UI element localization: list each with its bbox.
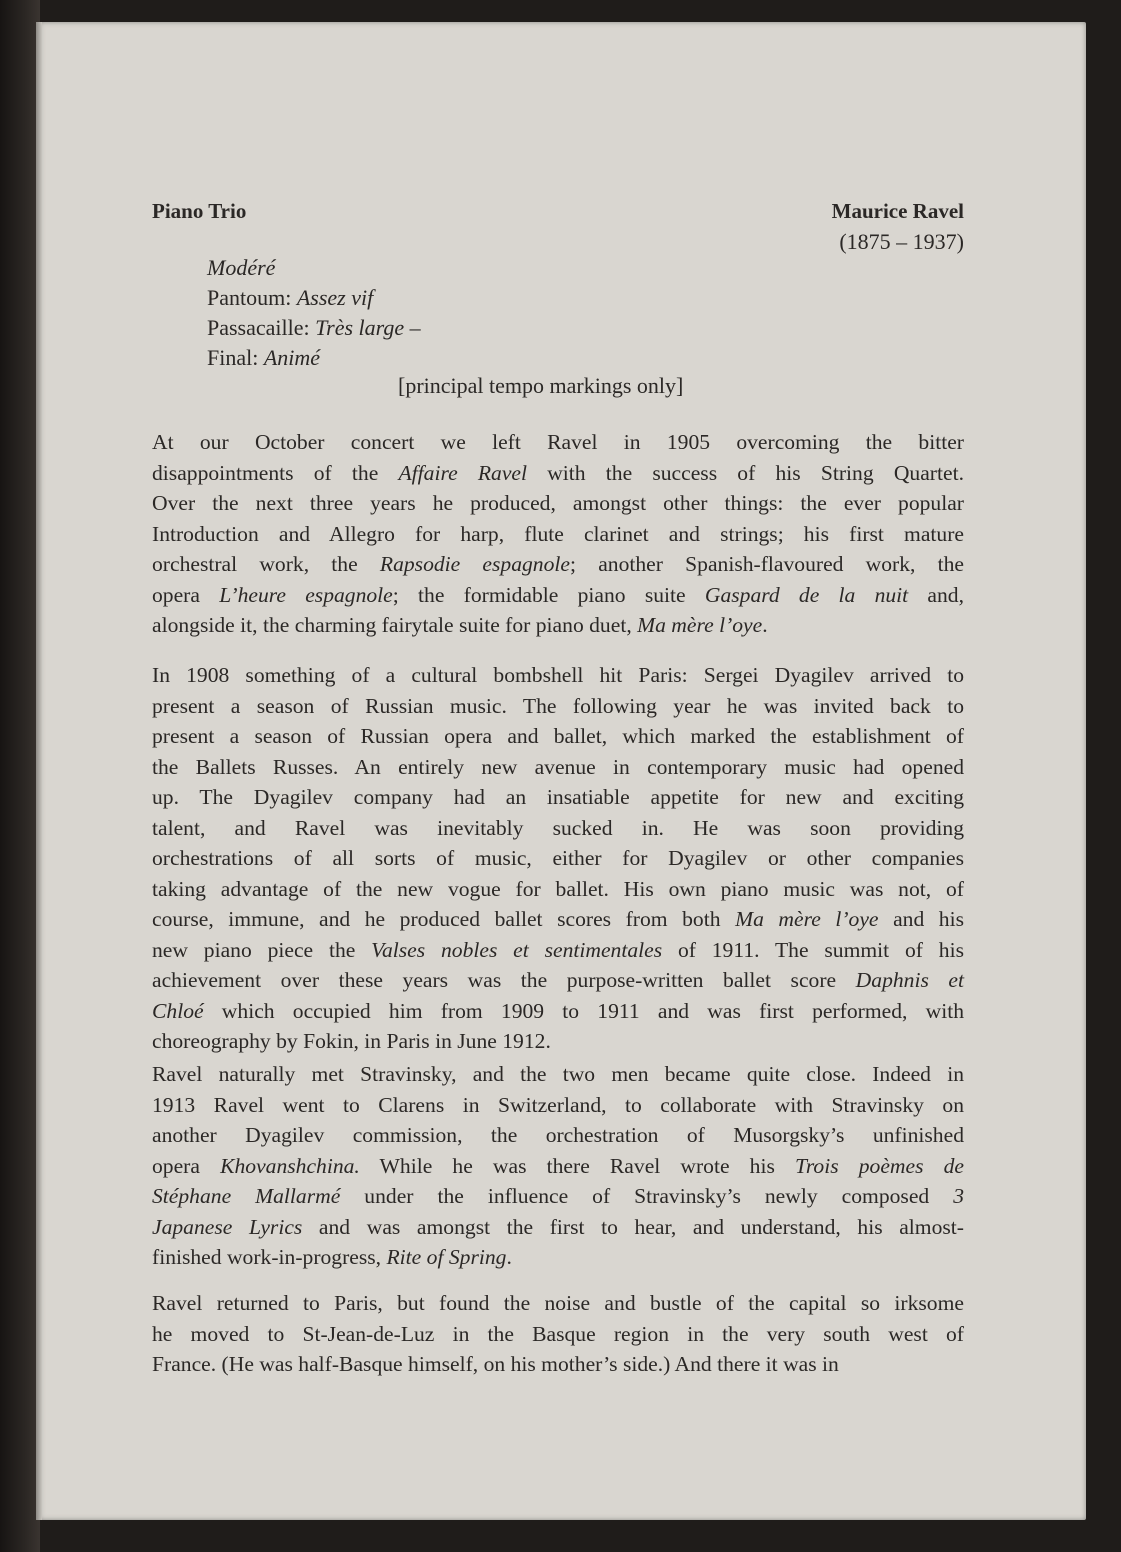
movement-3-tempo: Très large –	[315, 315, 421, 340]
paragraph-3	[152, 1059, 964, 1273]
text-line: disappointments of the Affaire Ravel with the success of his String Quartet.	[152, 460, 964, 485]
text-line: alongside it, the charming fairytale suite for piano duet, Ma mère l’oye.	[152, 613, 768, 637]
text-line: choreography by Fokin, in Paris in June 1912.	[152, 1029, 551, 1053]
text-line: he moved to St-Jean-de-Luz in the Basque region in the very south west of	[152, 1321, 964, 1346]
italic-title: Trois poèmes de	[795, 1153, 964, 1178]
text-line: up. The Dyagilev company had an insatiable appetite for new and exciting	[152, 785, 964, 809]
text-line: 1913 Ravel went to Clarens in Switzerland, to collaborate with Stravinsky on	[152, 1092, 964, 1117]
movement-1-tempo: Modéré	[207, 255, 276, 280]
italic-title: Affaire Ravel	[398, 460, 527, 485]
piece-title: Piano Trio	[152, 199, 247, 223]
text-line: opera L’heure espagnole; the formidable piano suite Gaspard de la nuit and,	[152, 582, 964, 607]
book-binding-shadow	[0, 0, 40, 1552]
text-line: Ravel returned to Paris, but found the noise and bustle of the capital so irksome	[152, 1291, 964, 1315]
text-line: the Ballets Russes. An entirely new avenue in contemporary music had opened	[152, 754, 964, 779]
paragraph-1	[152, 427, 964, 641]
text-line: In 1908 something of a cultural bombshell hit Paris: Sergei Dyagilev arrived to	[152, 663, 964, 687]
composer-name: Maurice Ravel	[831, 199, 964, 223]
text-line: another Dyagilev commission, the orchestration of Musorgsky’s unfinished	[152, 1123, 964, 1147]
text-line: opera Khovanshchina. While he was there Ravel wrote his Trois poèmes de	[152, 1153, 964, 1178]
italic-title: Stéphane Mallarmé	[152, 1184, 341, 1208]
page-edge	[36, 22, 42, 1520]
text-line: France. (He was half-Basque himself, on his mother’s side.) And there it was in	[152, 1352, 839, 1376]
text-line: present a season of Russian opera and ballet, which marked the establishment of	[152, 724, 964, 748]
italic-title: Gaspard de la nuit	[704, 582, 909, 607]
italic-title: Valses nobles et sentimentales	[371, 937, 663, 962]
italic-title: Khovanshchina.	[220, 1153, 360, 1178]
text-line: Introduction and Allegro for harp, flute clarinet and strings; his first mature	[152, 521, 964, 546]
text-line: course, immune, and he produced ballet scores from both Ma mère l’oye and his	[152, 907, 964, 931]
movement-3-label: Passacaille:	[207, 315, 316, 340]
text-line: Ravel naturally met Stravinsky, and the two men became quite close. Indeed in	[152, 1062, 964, 1086]
movement-4-label: Final:	[207, 345, 264, 370]
italic-title: Ma mère l’oye	[637, 613, 763, 637]
composer-dates: (1875 – 1937)	[839, 229, 964, 254]
text-line: Japanese Lyrics and was amongst the first to hear, and understand, his almost-	[152, 1214, 964, 1239]
paragraph-2	[152, 660, 964, 1057]
text-line: present a season of Russian music. The following year he was invited back to	[152, 693, 964, 718]
movement-3	[207, 313, 421, 344]
text-line: new piano piece the Valses nobles et sentimentales of 1911. The summit of his	[152, 937, 964, 962]
italic-title: 3	[953, 1184, 964, 1208]
tempo-note: [principal tempo markings only]	[398, 373, 684, 398]
italic-title: Rite of Spring	[386, 1245, 507, 1269]
italic-title: Japanese Lyrics	[152, 1214, 303, 1239]
paragraph-4	[152, 1288, 964, 1380]
italic-title: Rapsodie espagnole	[379, 552, 570, 576]
movement-4	[207, 343, 320, 374]
italic-title: Chloé	[152, 998, 204, 1023]
movement-4-tempo: Animé	[263, 345, 321, 370]
text-line: Over the next three years he produced, amongst other things: the ever popular	[152, 491, 964, 515]
movement-1	[207, 253, 275, 284]
text-line: taking advantage of the new vogue for ballet. His own piano music was not, of	[152, 876, 964, 901]
text-line: Stéphane Mallarmé under the influence of Stravinsky’s newly composed 3	[152, 1184, 964, 1208]
text-line: orchestrations of all sorts of music, either for Dyagilev or other companies	[152, 846, 964, 870]
movement-2-tempo: Assez vif	[296, 285, 374, 310]
text-line: achievement over these years was the purpose-written ballet score Daphnis et	[152, 968, 965, 992]
italic-title: Ma mère l’oye	[735, 907, 879, 931]
movement-2	[207, 283, 373, 314]
movement-2-label: Pantoum:	[207, 285, 297, 310]
italic-title: Daphnis et	[855, 968, 965, 992]
text-line: At our October concert we left Ravel in 1905 overcoming the bitter	[152, 430, 964, 454]
text-line: Chloé which occupied him from 1909 to 1911 and was first performed, with	[152, 998, 964, 1023]
text-line: finished work-in-progress, Rite of Spring.	[152, 1245, 512, 1269]
text-line: talent, and Ravel was inevitably sucked in. He was soon providing	[152, 815, 964, 840]
text-line: orchestral work, the Rapsodie espagnole; another Spanish-flavoured work, the	[152, 552, 964, 576]
italic-title: L’heure espagnole	[219, 582, 393, 607]
